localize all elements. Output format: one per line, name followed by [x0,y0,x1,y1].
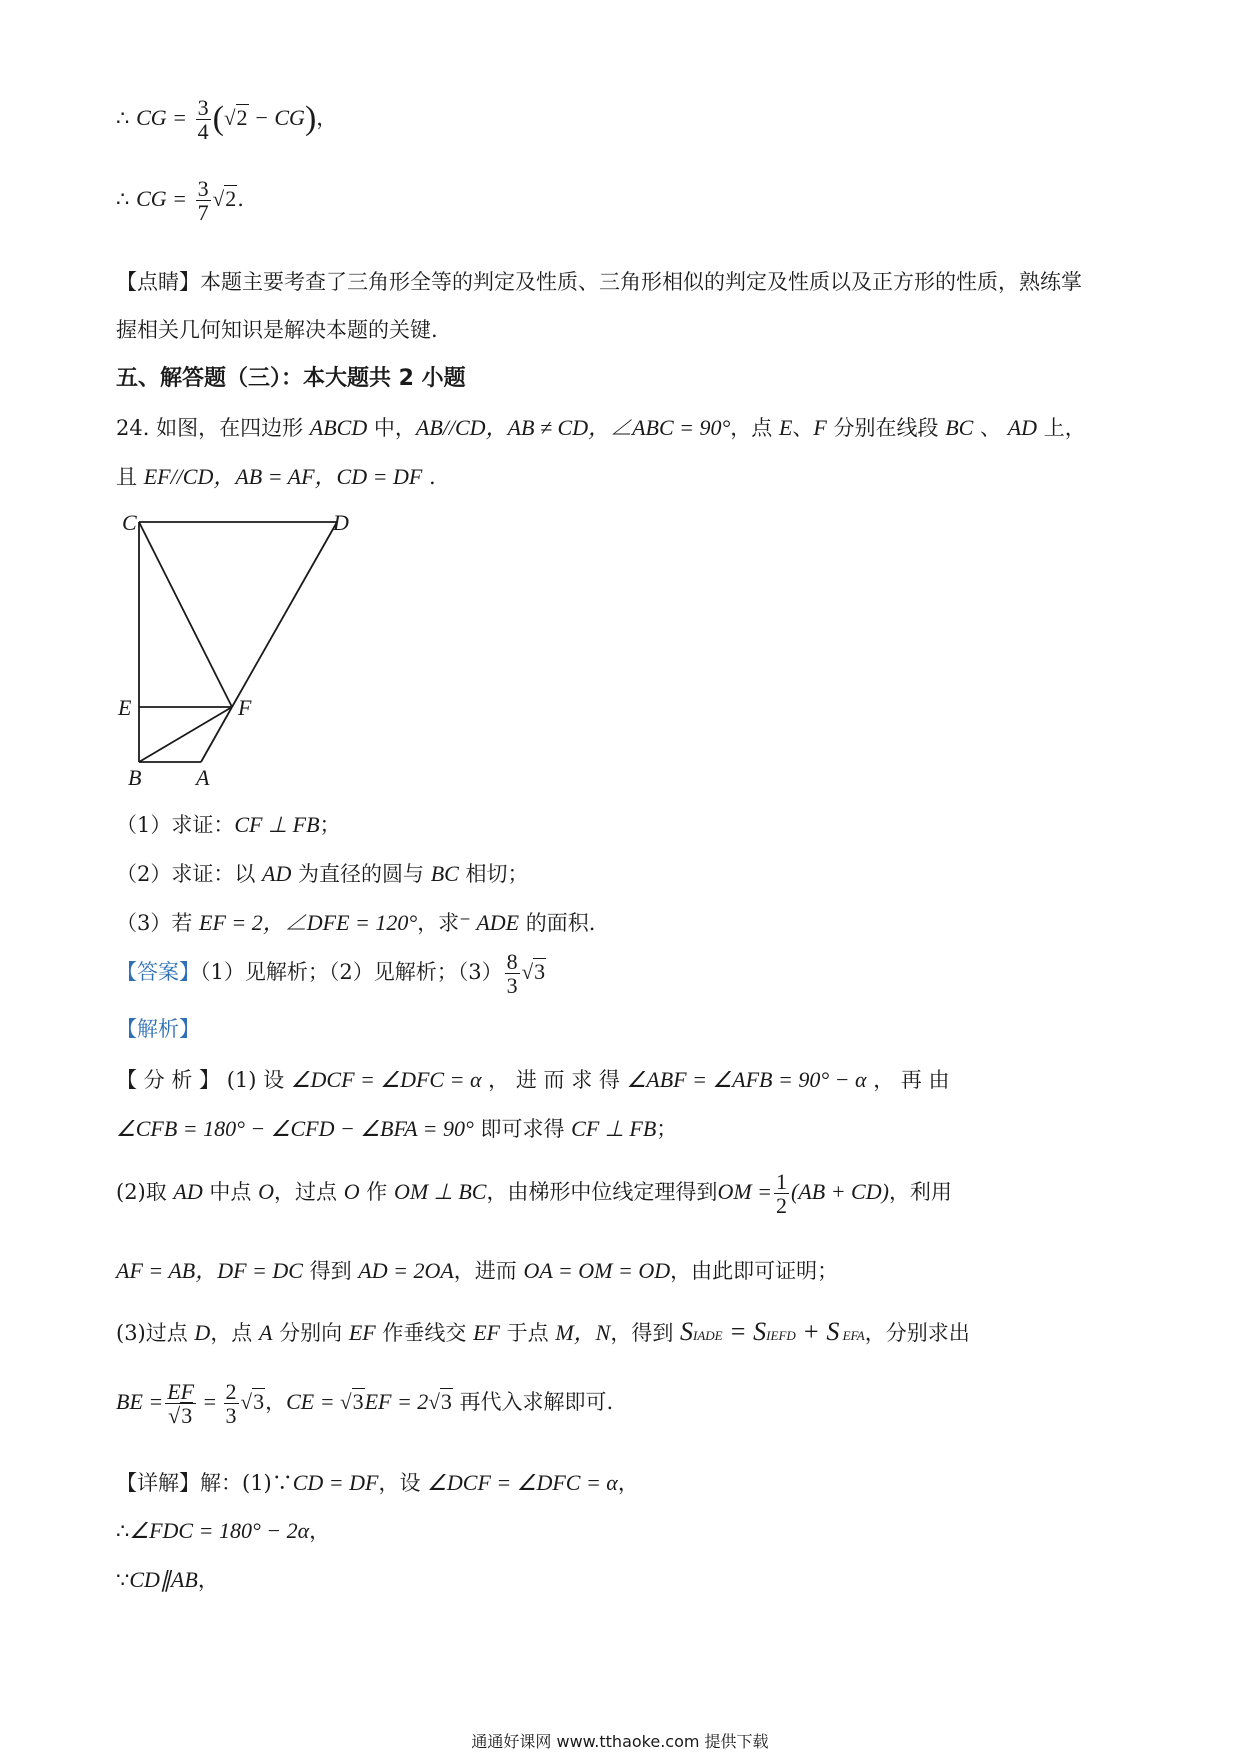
text: ； [319,813,341,837]
page-footer: 通通好课网 www.tthaoke.com 提供下载 [471,1732,769,1751]
text: 即可求得 [473,1117,572,1141]
analysis-tag: 【 分 析 】 [116,1068,221,1092]
answer-tag: 【答案】 [116,960,200,985]
dianjing-line-1 [116,270,1082,295]
section-heading: 五、解答题（三）：本大题共 2 小题 [116,366,466,391]
problem-number: 24. [116,416,150,440]
text: ， [309,1519,331,1543]
fraction-num: 3 [197,95,209,120]
fraction-den: 3 [225,1403,237,1429]
subscript: ΙADE [693,1328,723,1343]
math: EF//CD，AB = AF，CD = DF [143,464,423,489]
paren-right: ) [304,100,317,138]
text: 于点 [499,1321,556,1345]
text: ，由梯形中位线定理得到 [486,1180,718,1205]
detail-tag: 【详解】 [116,1471,200,1495]
text: (3)过点 [116,1321,195,1345]
analysis-line-6 [116,1380,613,1427]
segment-df [232,522,337,707]
math: ADE [470,910,520,935]
fraction-den: 7 [197,200,209,226]
punct: . [237,187,244,212]
math: BC [945,415,974,440]
text: ， 进 而 求 得 [481,1068,627,1092]
sqrt: √2 [224,105,248,131]
math: CD∥AB [129,1567,198,1592]
text: （1）求证： [116,813,235,837]
text: 中点 [202,1180,259,1205]
text: 上， [1037,416,1086,440]
text: ，分别求出 [864,1321,970,1345]
math: = [198,1389,222,1415]
text: 分别在线段 [826,416,946,440]
math: CF ⊥ FB [234,812,320,837]
math: ∠ABF = ∠AFB = 90° − α [626,1067,867,1092]
math: CD = DF [292,1470,379,1495]
answer-line [116,950,546,997]
text: ，进而 [453,1259,524,1283]
fraction-num: EF [167,1379,195,1404]
fraction [165,1380,196,1427]
fraction-den: 2 [776,1193,787,1219]
math-rest: − CG [248,105,305,131]
fraction [196,177,211,224]
label-a: A [196,765,210,790]
text: 的面积. [519,911,596,935]
text: . [422,465,436,489]
text: 作 [359,1180,394,1205]
label-d: D [333,510,349,535]
problem-statement-2 [116,464,436,490]
analysis-line-4 [116,1258,838,1284]
math: AD [173,1179,203,1205]
math: AD [262,861,292,886]
text: ，点 [730,416,779,440]
text: 作垂线交 [375,1321,474,1345]
math: ABCD [309,415,368,440]
segment-bf [139,707,232,762]
fraction [196,96,211,143]
fraction-num: 8 [506,949,518,974]
text: 再代入求解即可. [452,1390,614,1415]
therefore-symbol: ∴ [116,187,130,212]
text: ， [617,1471,639,1495]
math-lhs: CG = [136,186,187,212]
part-3 [116,910,595,936]
dianjing-text: 本题主要考查了三角形全等的判定及性质、三角形相似的判定及性质以及正方形的性质，熟练掌 [200,270,1082,294]
fraction-den [165,1403,196,1427]
math: A [259,1320,273,1345]
text: 解：(1) [200,1471,272,1495]
text: (2)取 [116,1180,174,1205]
dianjing-tag: 【点睛】 [116,270,200,294]
text: 如图，在四边形 [149,416,310,440]
sqrt: √3 [340,1389,364,1415]
because-symbol: ∵ [116,1568,130,1592]
math: O [258,1179,274,1205]
math: ∠DCF = ∠DFC = α [290,1067,482,1092]
fraction [774,1170,789,1217]
math: EF = 2，∠DFE = 120° [199,910,418,935]
label-b: B [128,765,142,790]
text: ， [197,1568,219,1592]
math: M，N [555,1320,611,1345]
math: EF [348,1320,376,1345]
punct: ， [316,106,338,131]
text: 、 [973,416,1008,440]
subscript: EFA [839,1328,865,1343]
math: F [813,415,827,440]
therefore-symbol: ∴ [116,106,130,131]
sqrt: √3 [521,959,546,985]
text: 相切； [458,862,529,886]
math: O [343,1179,360,1205]
math: BC [430,861,459,886]
fraction-num: 1 [776,1169,787,1194]
text: ，过点 [274,1180,344,1205]
math: ∠DCF = ∠DFC = α [427,1470,618,1495]
answer-text: （1）见解析；（2）见解析；（3） [200,960,503,985]
radicand: 2 [225,186,237,212]
equation-cg-2 [116,177,244,224]
fraction-num: 3 [197,176,209,201]
math: CF ⊥ FB [571,1116,657,1141]
text: ，求 [417,911,460,935]
math: AD = 2OA [358,1258,454,1283]
geometry-figure [110,505,360,790]
detail-line-2 [116,1518,330,1544]
text: ， 再 由 [866,1068,950,1092]
radicand: 3 [440,1389,452,1415]
math: OM ⊥ BC [393,1179,487,1205]
math: OM = [717,1179,772,1205]
math: D [194,1320,211,1345]
subscript: ΙEFD [766,1328,796,1343]
analysis-line-2 [116,1116,677,1142]
sqrt: √3 [168,1403,193,1429]
radicand: 3 [181,1403,193,1429]
fraction [505,950,520,997]
math: = S [722,1317,767,1346]
text: (1) 设 [220,1068,291,1092]
detail-line-3 [116,1567,219,1593]
radicand: 2 [236,105,248,131]
triangle-symbol: ⁻ [459,910,471,935]
label-f: F [238,695,252,720]
radicand: 3 [352,1389,364,1415]
radicand: 3 [253,1389,265,1415]
dianjing-line-2 [116,318,438,343]
text: 为直径的圆与 [291,862,431,886]
text: ，利用 [888,1180,952,1205]
because-symbol: ∵ [271,1471,293,1495]
math: ∠CFB = 180° − ∠CFD − ∠BFA = 90° [116,1116,474,1141]
analysis-line-1 [116,1067,950,1093]
sqrt: √3 [240,1389,265,1415]
text: ，点 [210,1321,259,1345]
math: AF = AB，DF = DC [116,1258,303,1283]
math: EF [473,1320,500,1345]
jiexi-tag: 【解析】 [116,1017,200,1041]
dianjing-text: 握相关几何知识是解决本题的关键. [116,318,438,342]
analysis-line-5 [116,1316,970,1347]
math: OA = OM = OD [523,1258,671,1283]
text: ，设 [378,1471,428,1495]
paren-left: ( [212,100,224,138]
part-1 [116,812,341,838]
math: EF = 2 [364,1389,429,1415]
text: 且 [116,465,144,489]
text: ； [656,1117,678,1141]
math: AB//CD，AB ≠ CD，∠ABC = 90° [415,415,731,440]
math: (AB + CD) [791,1179,889,1205]
math: E [778,415,793,440]
text: （3）若 [116,911,200,935]
label-e: E [118,695,132,720]
fraction [224,1380,239,1427]
fraction-den: 3 [506,973,518,999]
text: ，得到 [610,1321,681,1345]
text: ， [265,1390,287,1415]
therefore-symbol: ∴ [116,1519,130,1543]
text: 得到 [302,1259,359,1283]
radicand: 3 [534,959,546,985]
label-c: C [122,510,137,535]
part-2 [116,861,529,887]
sqrt: √2 [212,186,237,212]
math: S [680,1317,694,1346]
problem-statement-1 [116,415,1086,441]
fraction-num: 2 [225,1379,237,1404]
math: ∠FDC = 180° − 2α [129,1518,310,1543]
math: BE = [116,1389,164,1415]
text: 、 [792,416,814,440]
math: + S [795,1317,840,1346]
math: AD [1007,415,1038,440]
math: CE = [286,1389,341,1415]
sqrt: √3 [428,1389,452,1415]
analysis-line-3 [116,1170,952,1217]
text: 分别向 [272,1321,349,1345]
segment-cf [139,522,232,707]
text: （2）求证：以 [116,862,263,886]
detail-line-1 [116,1470,639,1496]
text: 中， [367,416,416,440]
equation-cg-1 [116,96,337,143]
text: ，由此即可证明； [670,1259,839,1283]
fraction-den: 4 [197,119,209,145]
math-lhs: CG = [136,105,187,131]
